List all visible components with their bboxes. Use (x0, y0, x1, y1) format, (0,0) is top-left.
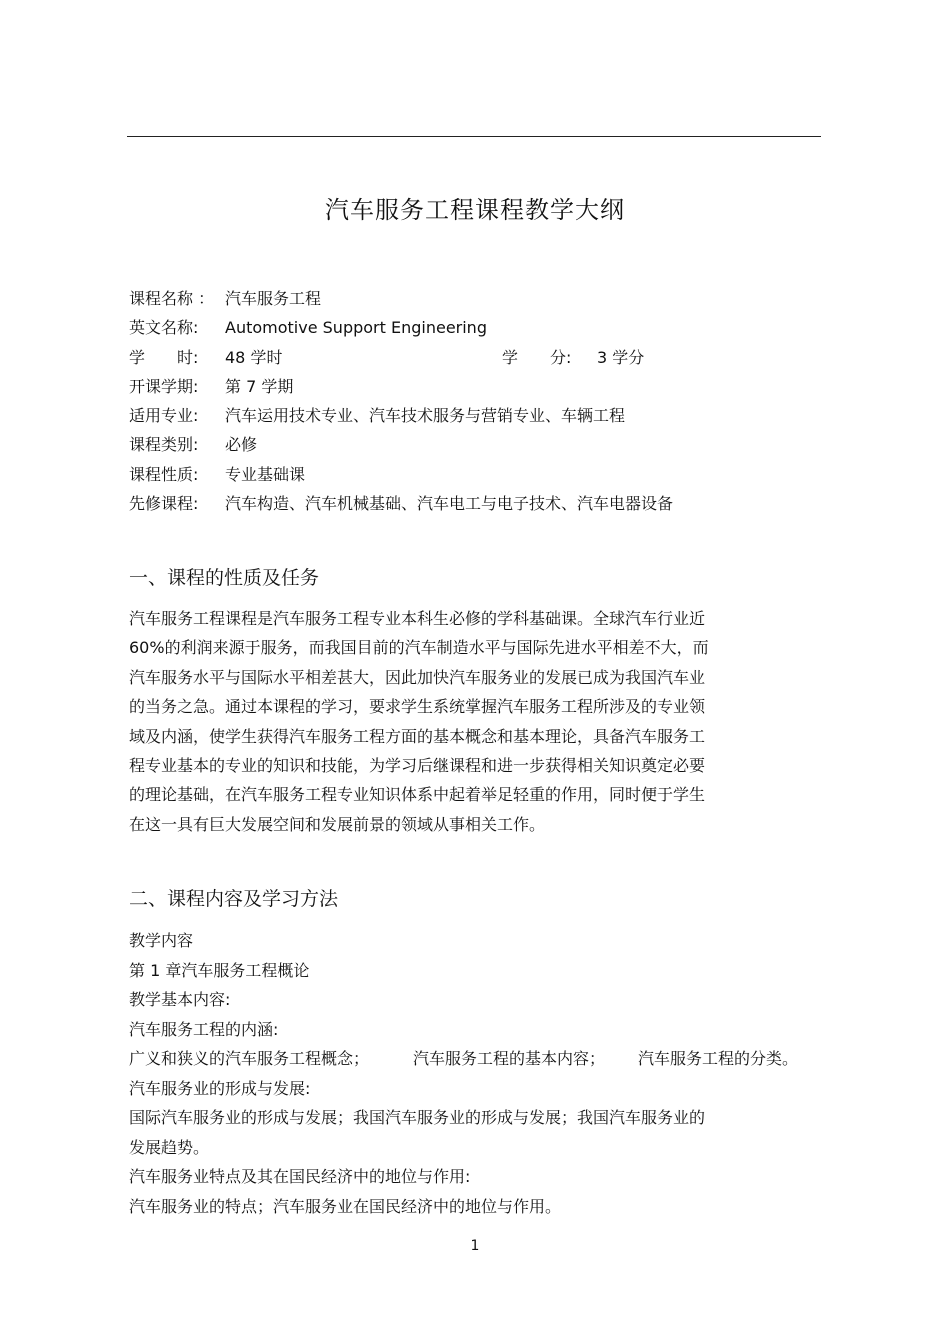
content-line: 汽车服务业特点及其在国民经济中的地位与作用: (129, 1167, 471, 1186)
paragraph-line: 60%的利润来源于服务，而我国目前的汽车制造水平与国际先进水平相差不大，而 (129, 638, 709, 658)
paragraph-line: 的理论基础，在汽车服务工程专业知识体系中起着举足轻重的作用，同时便于学生 (129, 785, 706, 805)
info-label: 开课学期: (129, 376, 199, 396)
page-number: 1 (470, 1238, 480, 1254)
info-label: 适用专业: (129, 406, 199, 426)
paragraph-line: 在这一具有巨大发展空间和发展前景的领域从事相关工作。 (129, 814, 546, 834)
document-title: 汽车服务工程课程教学大纲 (325, 196, 625, 224)
info-label: 课程名称 ： (129, 289, 215, 308)
info-label-credits: 学 分: (502, 347, 572, 367)
info-value: 48 学时 (225, 347, 283, 367)
content-line: 汽车服务业的特点；汽车服务业在国民经济中的地位与作用。 (129, 1196, 562, 1216)
paragraph-line: 汽车服务水平与国际水平相差甚大，因此加快汽车服务业的发展已成为我国汽车业 (129, 667, 706, 687)
info-value: 汽车构造、汽车机械基础、汽车电工与电子技术、汽车电器设备 (225, 494, 674, 514)
content-line: 教学内容 (129, 931, 194, 950)
info-label: 学 时: (129, 347, 199, 367)
concept-item: 广义和狭义的汽车服务工程概念； (129, 1049, 370, 1068)
header-rule (127, 136, 821, 137)
content-line: 汽车服务业的形成与发展: (129, 1078, 311, 1098)
info-value: 汽车服务工程 (225, 289, 322, 308)
content-line: 国际汽车服务业的形成与发展；我国汽车服务业的形成与发展；我国汽车服务业的 (129, 1108, 706, 1127)
paragraph-line: 域及内涵，使学生获得汽车服务工程方面的基本概念和基本理论，具备汽车服务工 (129, 726, 706, 746)
paragraph-line: 的当务之急。通过本课程的学习，要求学生系统掌握汽车服务工程所涉及的专业领 (129, 697, 706, 717)
info-label: 英文名称: (129, 318, 199, 338)
concept-item: 汽车服务工程的基本内容； (413, 1049, 606, 1068)
concept-items-line (129, 1044, 798, 1074)
section-heading-content: 二、课程内容及学习方法 (129, 888, 339, 910)
info-label: 先修课程: (129, 494, 199, 514)
content-line: 发展趋势。 (129, 1137, 210, 1157)
info-value: 汽车运用技术专业、汽车技术服务与营销专业、车辆工程 (225, 406, 626, 426)
info-value: Automotive Support Engineering (225, 318, 487, 338)
concept-item: 汽车服务工程的分类。 (638, 1049, 799, 1068)
info-label: 课程类别: (129, 435, 199, 455)
section-nature-paragraph (129, 604, 709, 839)
info-label: 课程性质: (129, 464, 199, 484)
info-value: 必修 (225, 435, 258, 455)
info-value: 第 7 学期 (225, 376, 294, 396)
info-value: 专业基础课 (225, 464, 306, 484)
section-heading-nature: 一、课程的性质及任务 (129, 567, 320, 589)
content-line: 汽车服务工程的内涵: (129, 1019, 279, 1039)
paragraph-line: 程专业基本的专业的知识和技能，为学习后继课程和进一步获得相关知识奠定必要 (129, 755, 706, 775)
info-value-credits: 3 学分 (597, 347, 645, 367)
section-content-body (129, 926, 798, 1221)
content-line: 教学基本内容: (129, 990, 231, 1009)
paragraph-line: 汽车服务工程课程是汽车服务工程专业本科生必修的学科基础课。全球汽车行业近 (129, 609, 706, 628)
content-line: 第 1 章汽车服务工程概论 (129, 960, 310, 980)
